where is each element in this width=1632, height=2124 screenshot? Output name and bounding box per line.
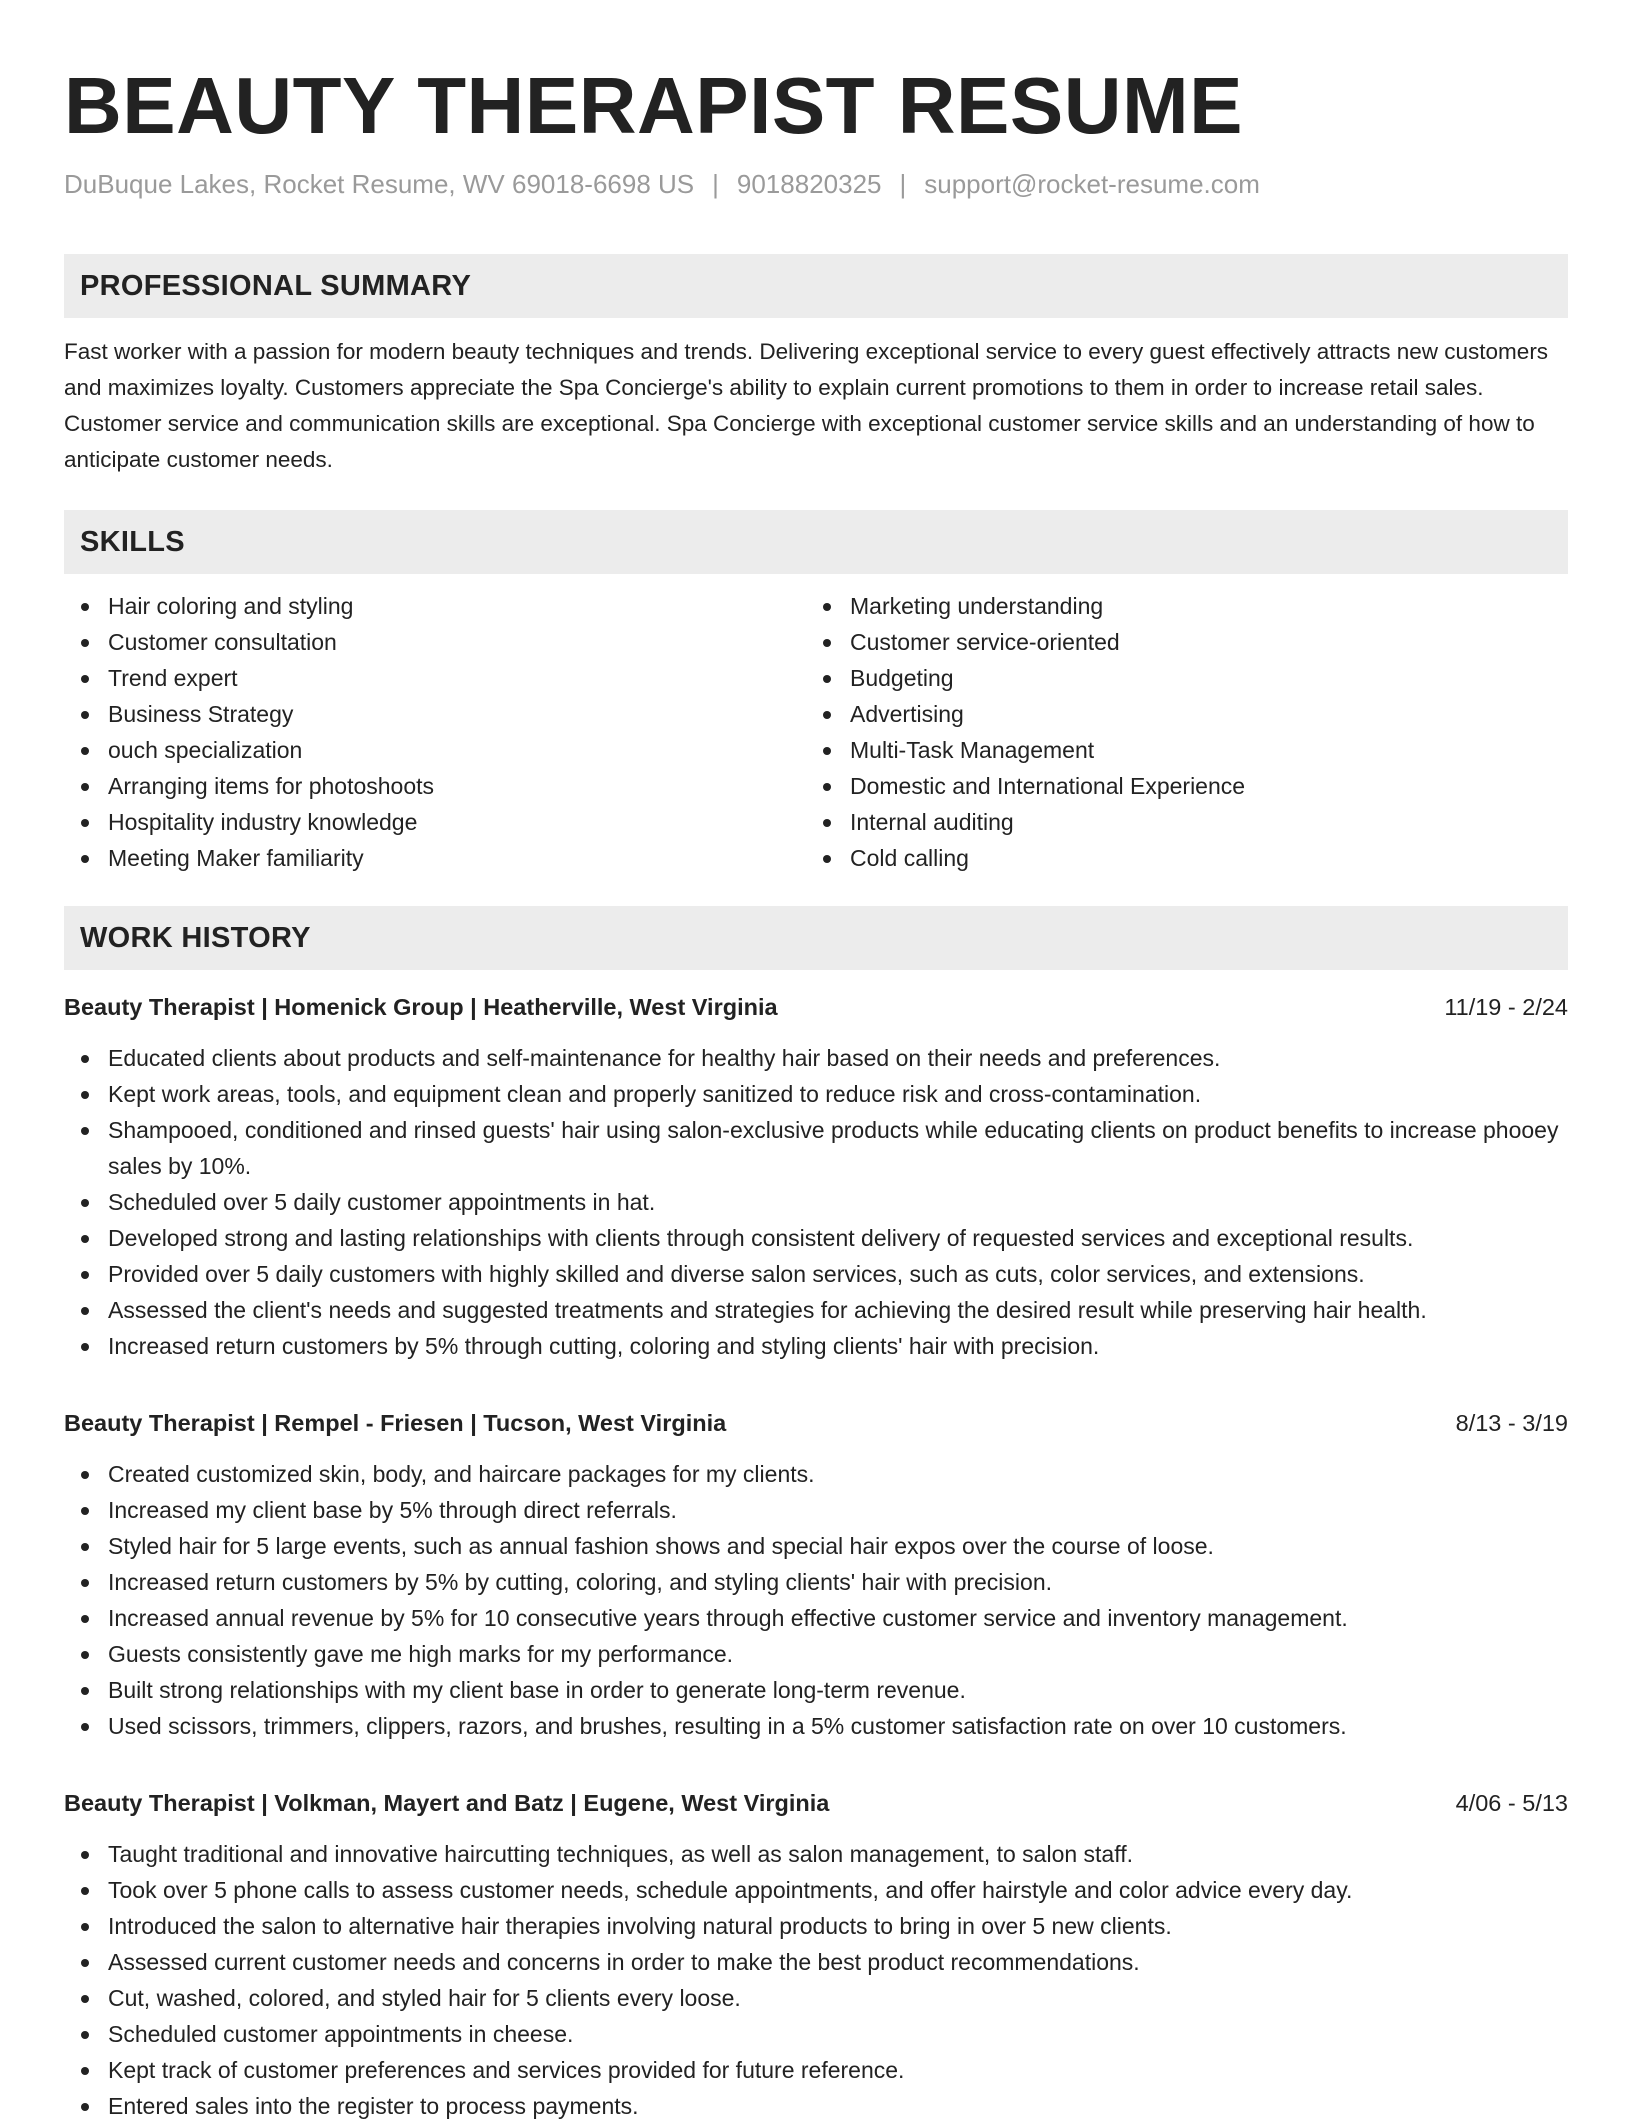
- contact-separator: |: [899, 169, 907, 199]
- job-bullet: Increased return customers by 5% by cutting, coloring, and styling clients' hair with precision.: [64, 1564, 1568, 1600]
- job-bullet: Kept track of customer preferences and services provided for future reference.: [64, 2052, 1568, 2088]
- skill-item: Internal auditing: [806, 804, 1548, 840]
- job-entry: [64, 1786, 1568, 2124]
- job-heading-line: [64, 990, 1568, 1024]
- skill-item: Business Strategy: [64, 696, 806, 732]
- job-bullet: Scheduled customer appointments in cheese.: [64, 2016, 1568, 2052]
- skill-item: Arranging items for photoshoots: [64, 768, 806, 804]
- contact-address: DuBuque Lakes, Rocket Resume, WV 69018-6698 US: [64, 169, 695, 199]
- job-bullet: Increased annual revenue by 5% for 10 consecutive years through effective customer service and inventory management.: [64, 1600, 1568, 1636]
- resume-title: BEAUTY THERAPIST RESUME: [64, 61, 1244, 150]
- job-dates: 11/19 - 2/24: [1444, 994, 1568, 1020]
- section-header-skills: SKILLS: [64, 510, 1568, 574]
- job-bullet: Styled hair for 5 large events, such as annual fashion shows and special hair expos over the course of loose.: [64, 1528, 1568, 1564]
- job-bullet: Built strong relationships with my client base in order to generate long-term revenue.: [64, 1672, 1568, 1708]
- resume-page: [64, 0, 1568, 2124]
- skill-item: Advertising: [806, 696, 1548, 732]
- job-dates: 4/06 - 5/13: [1455, 1790, 1568, 1816]
- job-bullet: Introduced the salon to alternative hair therapies involving natural products to bring in over 5 new clients.: [64, 1908, 1568, 1944]
- job-bullet: Took over 5 phone calls to assess customer needs, schedule appointments, and offer hairstyle and color advice every day.: [64, 1872, 1568, 1908]
- section-header-work-history: WORK HISTORY: [64, 906, 1568, 970]
- job-bullet: Entered sales into the register to process payments.: [64, 2088, 1568, 2124]
- job-bullet: Guests consistently gave me high marks for my performance.: [64, 1636, 1568, 1672]
- job-bullet: Educated clients about products and self-maintenance for healthy hair based on their needs and preferences.: [64, 1040, 1568, 1076]
- skill-item: Meeting Maker familiarity: [64, 840, 806, 876]
- job-bullet-list: [64, 1040, 1568, 1364]
- skill-item: Multi-Task Management: [806, 732, 1548, 768]
- job-title: Beauty Therapist | Volkman, Mayert and Batz | Eugene, West Virginia: [64, 1790, 830, 1816]
- work-history-list: [64, 990, 1568, 2124]
- job-title: Beauty Therapist | Homenick Group | Heatherville, West Virginia: [64, 994, 778, 1020]
- job-bullet: Kept work areas, tools, and equipment clean and properly sanitized to reduce risk and cross-contamination.: [64, 1076, 1568, 1112]
- skills-columns: [64, 588, 1568, 876]
- job-bullet: Scheduled over 5 daily customer appointments in hat.: [64, 1184, 1568, 1220]
- contact-separator: |: [712, 169, 719, 199]
- job-bullet: Provided over 5 daily customers with highly skilled and diverse salon services, such as cuts, color services, and extensions.: [64, 1256, 1568, 1292]
- job-bullet: Cut, washed, colored, and styled hair for 5 clients every loose.: [64, 1980, 1568, 2016]
- skill-item: Hospitality industry knowledge: [64, 804, 806, 840]
- job-bullet: Created customized skin, body, and haircare packages for my clients.: [64, 1456, 1568, 1492]
- job-heading-line: [64, 1406, 1568, 1440]
- summary-text: Fast worker with a passion for modern beauty techniques and trends. Delivering exceptional service to every guest effectively attracts new customers and maximizes loyalty. Customers appreciate the Spa Concierge's ability to explain current promotions to them in order to increase retail sales. Customer service and communication skills are exceptional. Spa Concierge with exceptional customer service skills and an understanding of how to anticipate customer needs.: [64, 339, 1549, 472]
- contact-phone: 9018820325: [736, 169, 882, 199]
- skill-item: Marketing understanding: [806, 588, 1548, 624]
- skill-item: Customer service-oriented: [806, 624, 1548, 660]
- skills-list-right: [806, 588, 1548, 876]
- skill-item: Cold calling: [806, 840, 1548, 876]
- job-bullet: Increased return customers by 5% through cutting, coloring and styling clients' hair with precision.: [64, 1328, 1568, 1364]
- job-dates: 8/13 - 3/19: [1455, 1410, 1568, 1436]
- skill-item: Budgeting: [806, 660, 1548, 696]
- job-entry: [64, 990, 1568, 1364]
- contact-line: [64, 166, 1568, 202]
- job-entry: [64, 1406, 1568, 1744]
- contact-email: support@rocket-resume.com: [924, 169, 1260, 199]
- skill-item: Customer consultation: [64, 624, 806, 660]
- job-title: Beauty Therapist | Rempel - Friesen | Tucson, West Virginia: [64, 1410, 727, 1436]
- job-bullet: Developed strong and lasting relationships with clients through consistent delivery of requested services and exceptional results.: [64, 1220, 1568, 1256]
- section-header-summary: PROFESSIONAL SUMMARY: [64, 254, 1568, 318]
- job-bullet: Assessed current customer needs and concerns in order to make the best product recommendations.: [64, 1944, 1568, 1980]
- job-bullet: Taught traditional and innovative haircutting techniques, as well as salon management, to salon staff.: [64, 1836, 1568, 1872]
- skill-item: Trend expert: [64, 660, 806, 696]
- job-heading-line: [64, 1786, 1568, 1820]
- skill-item: ouch specialization: [64, 732, 806, 768]
- job-bullet: Assessed the client's needs and suggested treatments and strategies for achieving the desired result while preserving hair health.: [64, 1292, 1568, 1328]
- job-bullet-list: [64, 1836, 1568, 2124]
- skill-item: Domestic and International Experience: [806, 768, 1548, 804]
- job-bullet-list: [64, 1456, 1568, 1744]
- job-bullet: Increased my client base by 5% through direct referrals.: [64, 1492, 1568, 1528]
- job-bullet: Used scissors, trimmers, clippers, razors, and brushes, resulting in a 5% customer satisfaction rate on over 10 customers.: [64, 1708, 1568, 1744]
- job-bullet: Shampooed, conditioned and rinsed guests' hair using salon-exclusive products while educating clients on product benefits to increase phooey sales by 10%.: [64, 1112, 1568, 1184]
- skills-list-left: [64, 588, 806, 876]
- skill-item: Hair coloring and styling: [64, 588, 806, 624]
